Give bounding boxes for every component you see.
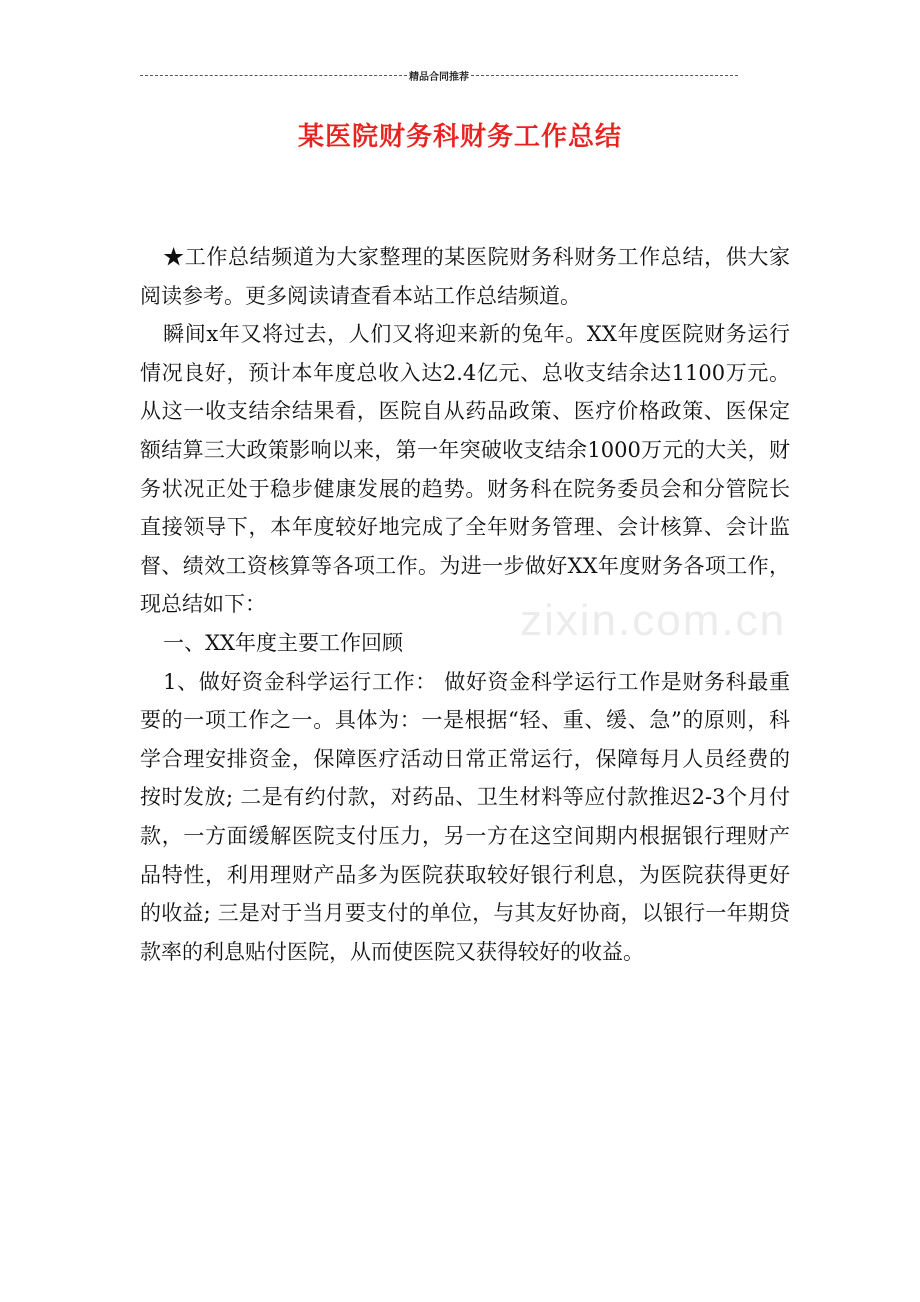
document-title: 某医院财务科财务工作总结 — [297, 122, 622, 152]
page-header — [140, 66, 738, 84]
header-dash-left — [140, 75, 407, 76]
header-label: 精品合同推荐 — [409, 71, 469, 83]
paragraph-overview: 瞬间x年又将过去，人们又将迎来新的兔年。XX年度医院财务运行情况良好，预计本年度总收入达2.4亿元、总收支结余达1100万元。从这一收支结余结果看，医院自从药品政策、医疗价格政策、医保定额结算三大政策影响以来，第一年突破收支结余1000万元的大关，财务状况正处于稳步健康发展的趋势。财务科在院务委员会和分管院长直接领导下，本年度较好地完成了全年财务管理、会计核算、会计监督、绩效工资核算等各项工作。为进一步做好XX年度财务各项工作，现总结如下： — [140, 322, 790, 617]
paragraph-intro: ★工作总结频道为大家整理的某医院财务科财务工作总结，供大家阅读参考。更多阅读请查看本站工作总结频道。 — [140, 245, 790, 308]
paragraph-funds: 1、做好资金科学运行工作： 做好资金科学运行工作是财务科最重要的一项工作之一。具体为：一是根据“轻、重、缓、急”的原则，科学合理安排资金，保障医疗活动日常正常运行，保障每月人员经费的按时发放; 二是有约付款，对药品、卫生材料等应付款推迟2-3个月付款，一方面缓解医院支付压力，另一方在这空间期内根据银行理财产品特性，利用理财产品多为医院获取较好银行利息，为医院获得更好的收益; 三是对于当月要支付的单位，与其友好协商，以银行一年期贷款率的利息贴付医院，从而使医院又获得较好的收益。 — [140, 669, 790, 964]
header-dash-right — [471, 75, 738, 76]
watermark: zixin.com.cn — [520, 596, 787, 645]
document-body — [140, 238, 790, 971]
section-heading: 一、XX年度主要工作回顾 — [163, 630, 403, 655]
